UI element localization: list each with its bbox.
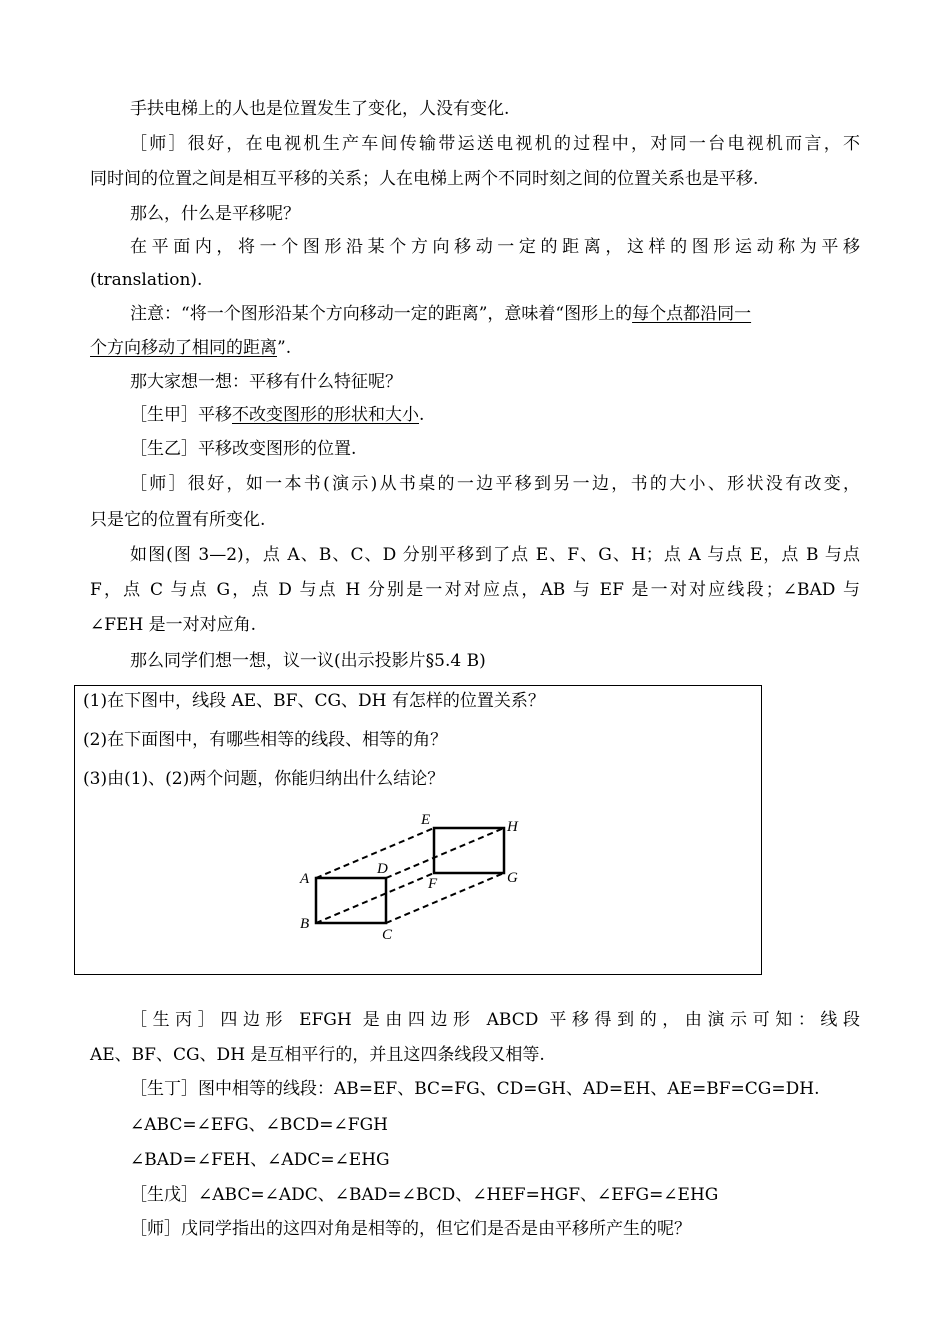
label-f: F bbox=[428, 876, 438, 892]
label-h: H bbox=[507, 819, 518, 835]
paragraph-line bbox=[90, 336, 291, 360]
translation-figure bbox=[74, 685, 762, 975]
segment-ae bbox=[316, 828, 434, 878]
paragraph-line: ［生戊］∠ABC=∠ADC、∠BAD=∠BCD、∠HEF=HGF、∠EFG=∠EHG bbox=[130, 1185, 719, 1205]
paragraph-line: ∠BAD=∠FEH、∠ADC=∠EHG bbox=[130, 1150, 390, 1170]
label-d: D bbox=[377, 861, 388, 877]
underlined-text: 每个点都沿同一 bbox=[632, 304, 752, 324]
speaker-text: . bbox=[419, 405, 425, 425]
question-3: (3)由(1)、(2)两个问题，你能归纳出什么结论？ bbox=[83, 769, 445, 789]
label-b: B bbox=[300, 916, 310, 932]
paragraph-line bbox=[130, 403, 424, 427]
paragraph-line: 同时间的位置之间是相互平移的关系；人在电梯上两个不同时刻之间的位置关系也是平移. bbox=[90, 169, 759, 189]
question-1: (1)在下图中，线段 AE、BF、CG、DH 有怎样的位置关系？ bbox=[83, 691, 545, 711]
question-2: (2)在下面图中，有哪些相等的线段、相等的角？ bbox=[83, 730, 448, 750]
paragraph-line: F，点 C 与点 G，点 D 与点 H 分别是一对对应点，AB 与 EF 是一对对应线段；∠BAD 与 bbox=[90, 580, 860, 600]
paragraph-line: ［师］很好，在电视机生产车间传输带运送电视机的过程中，对同一台电视机而言，不 bbox=[130, 134, 860, 154]
rectangle-abcd bbox=[316, 878, 386, 923]
paragraph-line: 只是它的位置有所变化. bbox=[90, 510, 266, 530]
paragraph-line: 如图(图 3—2)，点 A、B、C、D 分别平移到了点 E、F、G、H；点 A 与点 E，点 B 与点 bbox=[130, 545, 860, 565]
paragraph-line: ［生丙］四边形 EFGH 是由四边形 ABCD 平移得到的，由演示可知：线段 bbox=[130, 1010, 860, 1030]
label-c: C bbox=[382, 927, 393, 943]
paragraph-line: 在平面内，将一个图形沿某个方向移动一定的距离，这样的图形运动称为平移 bbox=[130, 237, 860, 257]
paragraph-line: ∠ABC=∠EFG、∠BCD=∠FGH bbox=[130, 1115, 388, 1135]
underlined-text: 个方向移动了相同的距离 bbox=[90, 338, 277, 358]
underlined-text: 不改变图形的形状和大小 bbox=[232, 405, 419, 425]
paragraph-line: ∠FEH 是一对对应角. bbox=[90, 615, 257, 635]
paragraph-line: ［生乙］平移改变图形的位置. bbox=[130, 439, 357, 459]
note-text: 注意：“将一个图形沿某个方向移动一定的距离”，意味着“图形上的 bbox=[130, 304, 633, 324]
paragraph-line: 那么同学们想一想，议一议(出示投影片§5.4 B) bbox=[130, 651, 486, 671]
rectangle-efgh bbox=[434, 828, 504, 873]
paragraph-line bbox=[130, 302, 751, 326]
label-e: E bbox=[421, 812, 431, 828]
label-a: A bbox=[300, 871, 310, 887]
paragraph-line: 那么，什么是平移呢？ bbox=[130, 204, 300, 224]
speaker-text: ［生甲］平移 bbox=[130, 405, 232, 425]
paragraph-line: AE、BF、CG、DH 是互相平行的，并且这四条线段又相等. bbox=[90, 1045, 545, 1065]
label-g: G bbox=[507, 870, 518, 886]
paragraph-line: ［生丁］图中相等的线段：AB=EF、BC=FG、CD=GH、AD=EH、AE=BF=CG=DH. bbox=[130, 1079, 820, 1099]
paragraph-line: ［师］戊同学指出的这四对角是相等的，但它们是否是由平移所产生的呢？ bbox=[130, 1219, 691, 1239]
paragraph-line: 手扶电梯上的人也是位置发生了变化，人没有变化. bbox=[130, 99, 510, 119]
paragraph-line: ［师］很好，如一本书(演示)从书桌的一边平移到另一边，书的大小、形状没有改变， bbox=[130, 474, 860, 494]
segment-dh bbox=[386, 828, 504, 878]
paragraph-line: 那大家想一想：平移有什么特征呢？ bbox=[130, 372, 402, 392]
segment-bf bbox=[316, 873, 434, 923]
question-box bbox=[74, 685, 762, 975]
paragraph-line: (translation). bbox=[90, 270, 203, 290]
segment-cg bbox=[386, 873, 504, 923]
note-text: ”. bbox=[277, 338, 292, 358]
